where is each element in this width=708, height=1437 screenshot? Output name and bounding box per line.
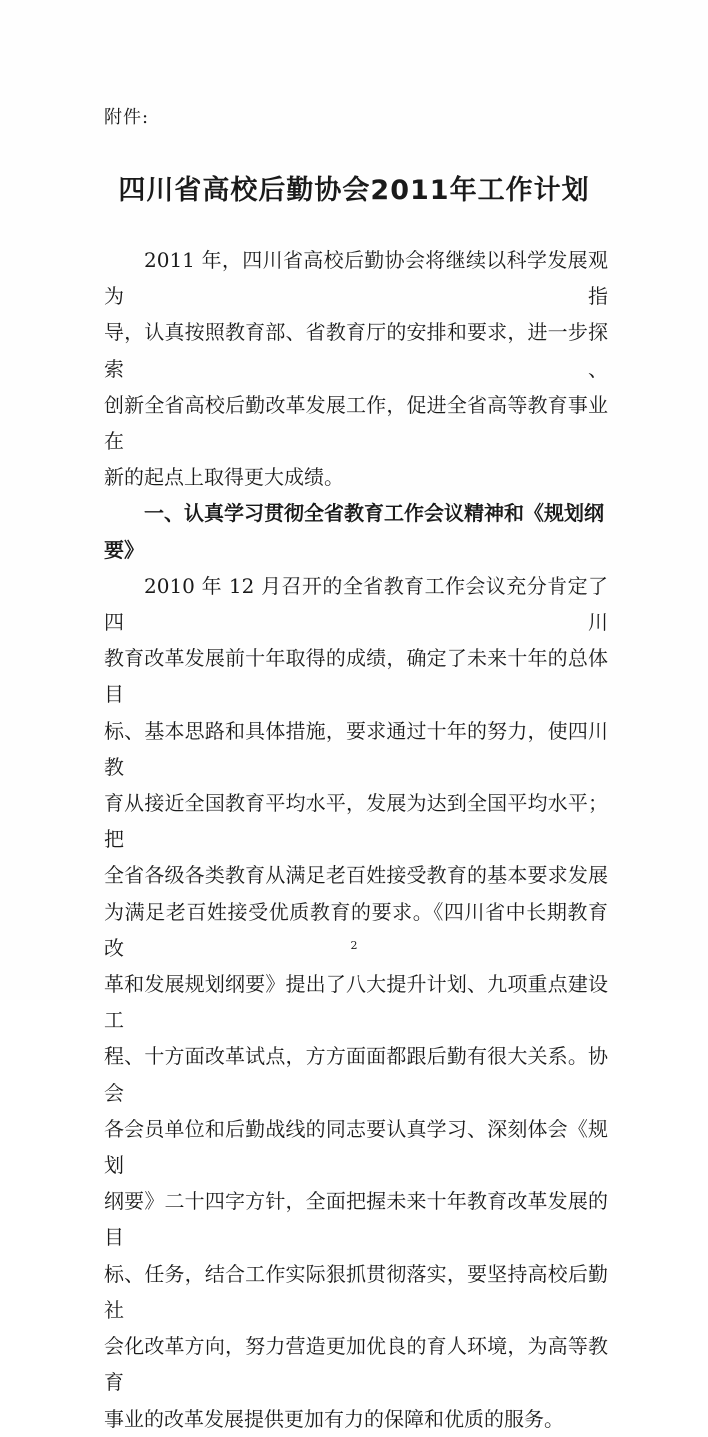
section-line: 全省各级各类教育从满足老百姓接受教育的基本要求发展: [104, 863, 608, 888]
attachment-label: 附件:: [104, 107, 150, 128]
section-line: 2010 年 12 月召开的全省教育工作会议充分肯定了四川: [104, 573, 608, 635]
intro-line: 创新全省高校后勤改革发展工作，促进全省高等教育事业在: [104, 392, 608, 454]
document-title: 四川省高校后勤协会2011年工作计划: [118, 175, 590, 206]
section-line: 纲要》二十四字方针，全面把握未来十年教育改革发展的目: [104, 1189, 608, 1250]
section-line: 会化改革方向，努力营造更加优良的育人环境，为高等教育: [104, 1334, 608, 1395]
section-line: 标、任务，结合工作实际狠抓贯彻落实，要坚持高校后勤社: [104, 1261, 608, 1322]
section-heading: 一、认真学习贯彻全省教育工作会议精神和《规划纲要》: [104, 501, 604, 562]
section-line: 革和发展规划纲要》提出了八大提升计划、九项重点建设工: [104, 972, 608, 1033]
intro-line: 导，认真按照教育部、省教育厅的安排和要求，进一步探索、: [104, 320, 608, 381]
section-line: 程、十方面改革试点，方方面面都跟后勤有很大关系。协会: [104, 1044, 608, 1105]
section-line: 事业的改革发展提供更加有力的保障和优质的服务。: [104, 1406, 564, 1431]
intro-line: 2011 年，四川省高校后勤协会将继续以科学发展观为指: [104, 248, 608, 309]
section-line: 各会员单位和后勤战线的同志要认真学习、深刻体会《规划: [104, 1116, 608, 1178]
intro-line: 新的起点上取得更大成绩。: [104, 465, 344, 490]
section-line: 标、基本思路和具体措施，要求通过十年的努力，使四川教: [104, 718, 608, 779]
section-line: 教育改革发展前十年取得的成绩，确定了未来十年的总体目: [104, 646, 608, 707]
section-line: 育从接近全国教育平均水平，发展为达到全国平均水平；把: [104, 791, 608, 852]
document-body: [104, 242, 608, 1437]
section-line: 为满足老百姓接受优质教育的要求。《四川省中长期教育改: [104, 899, 608, 960]
page-number: 2: [350, 939, 358, 952]
